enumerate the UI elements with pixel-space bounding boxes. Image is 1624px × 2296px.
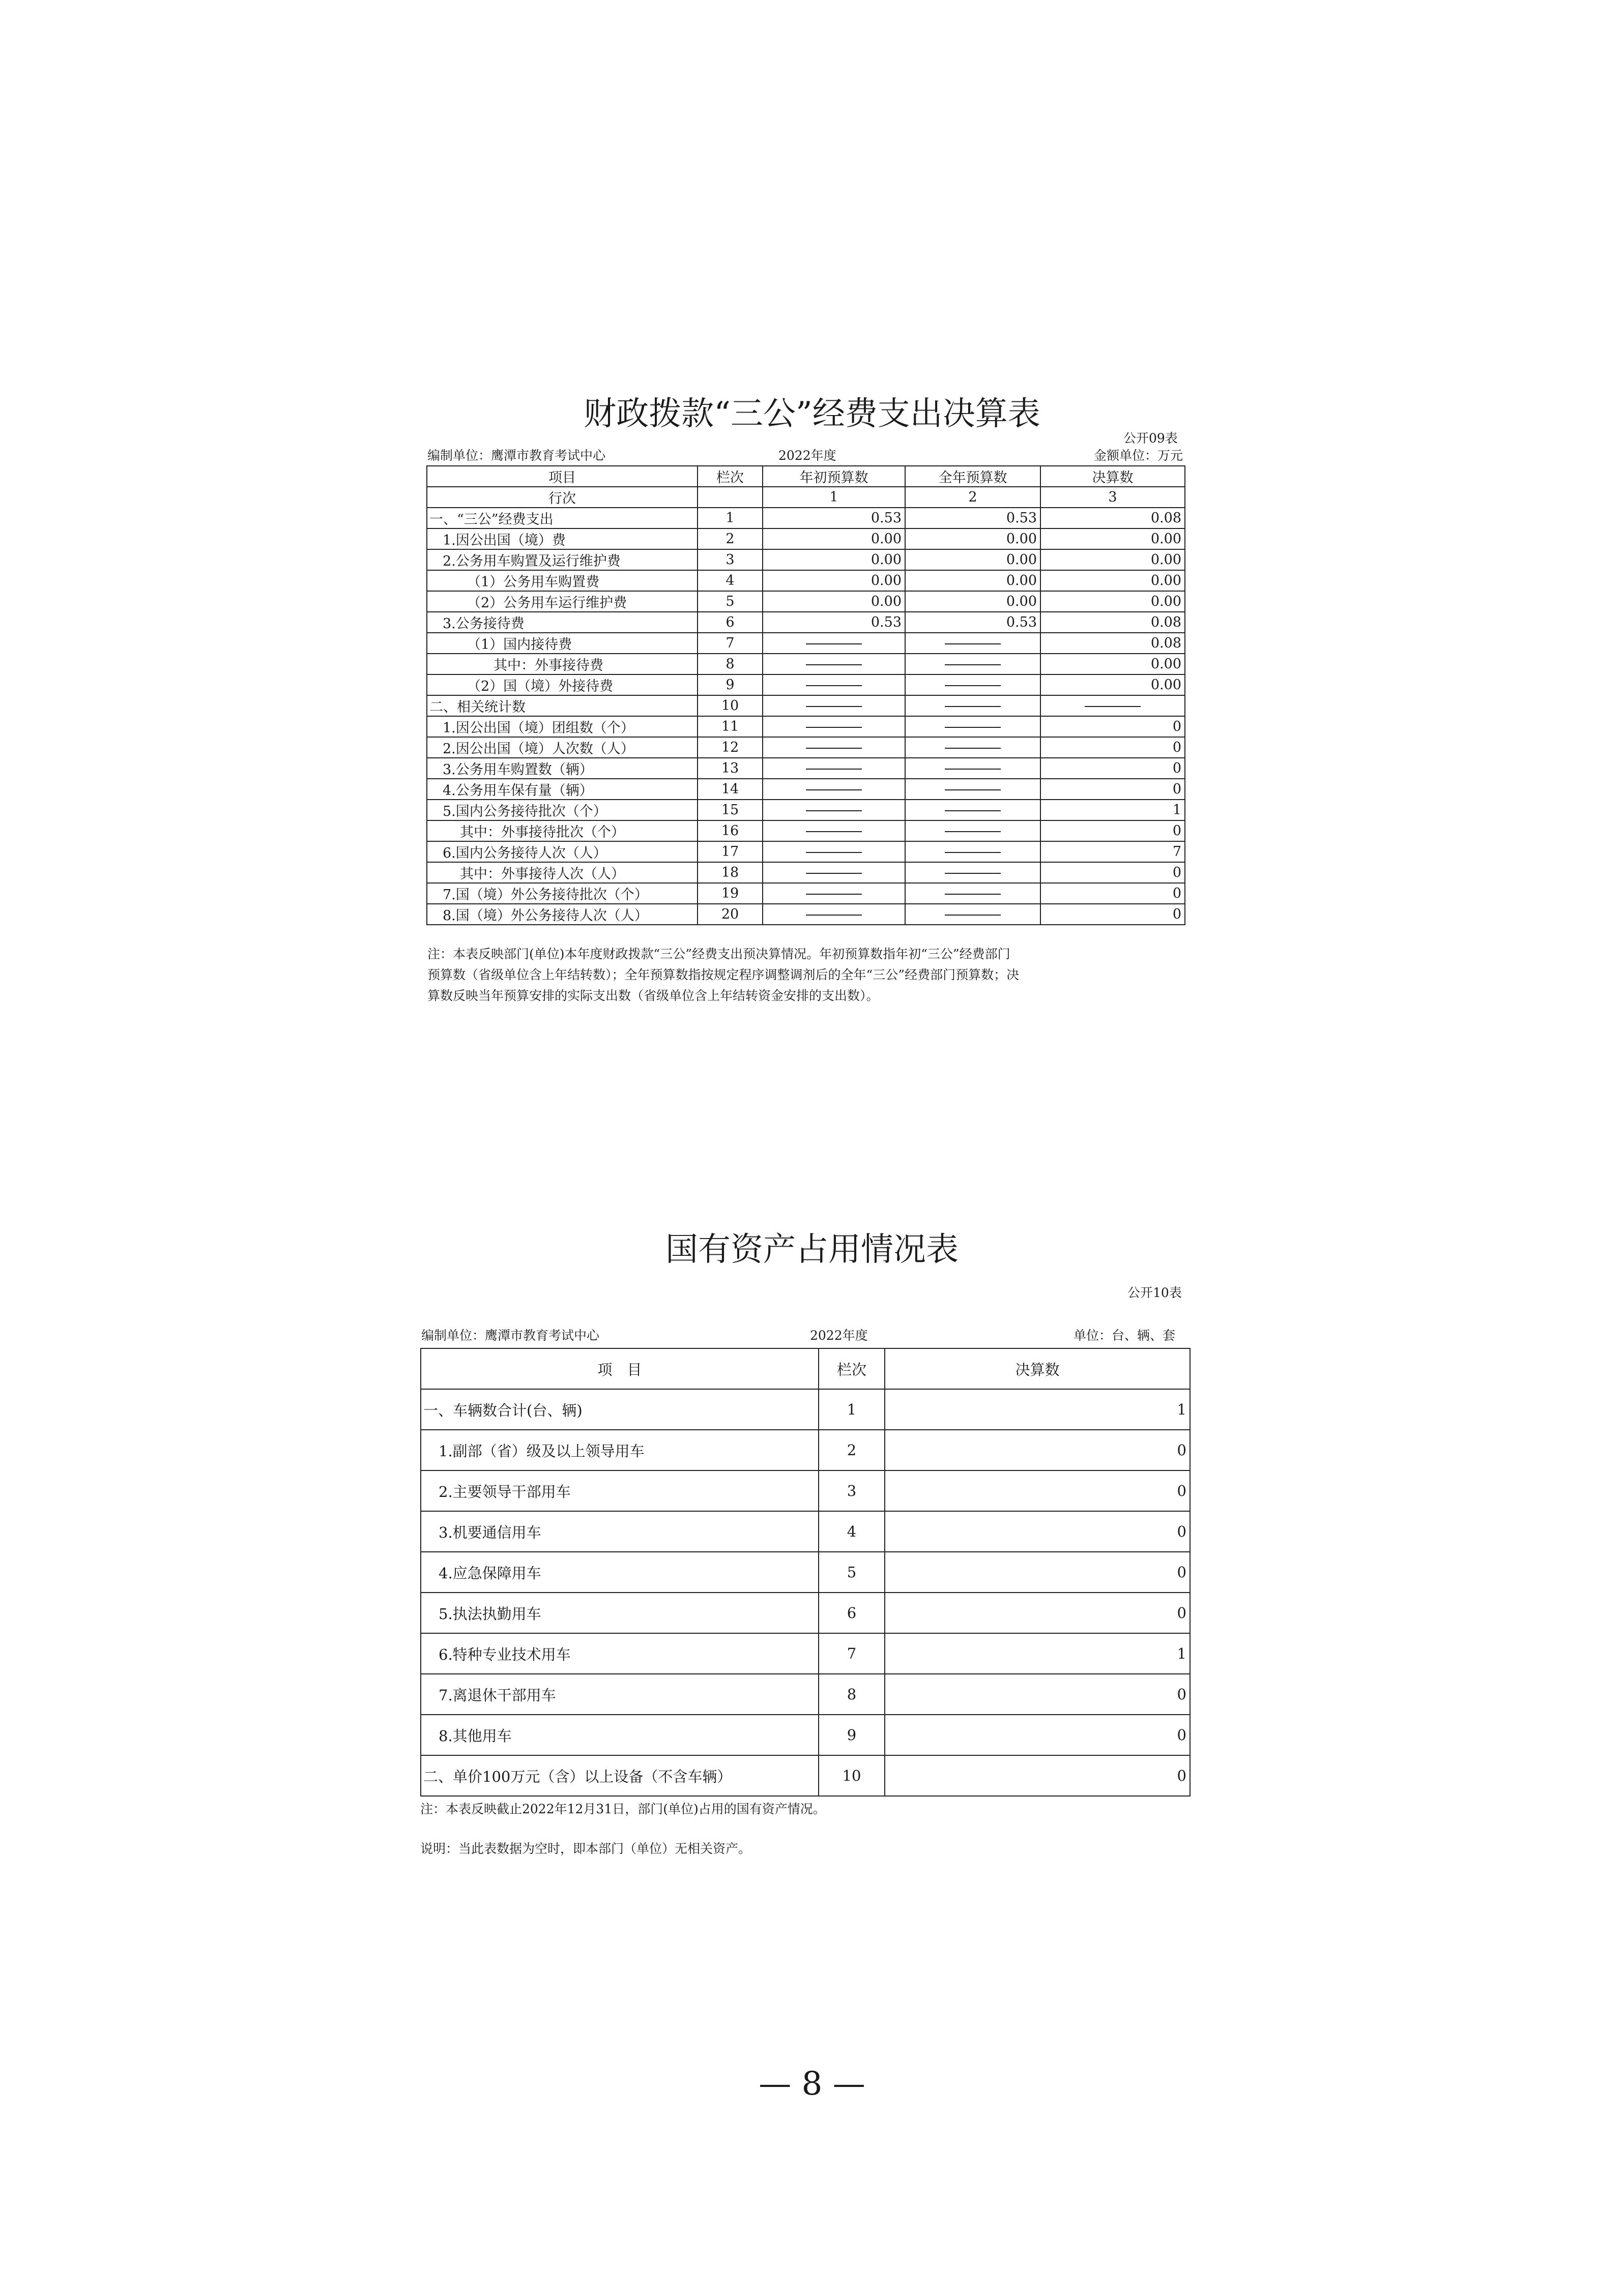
table1-row-full: 0.00 <box>905 528 1040 549</box>
table1-row-final: 0.08 <box>1040 633 1185 654</box>
table2-row-value: 0 <box>885 1552 1190 1593</box>
table1-header-row <box>427 466 1185 487</box>
table2-row-item: 二、单价100万元（含）以上设备（不含车辆） <box>421 1755 819 1796</box>
dash-line <box>945 852 1001 853</box>
table1-row <box>427 549 1185 570</box>
table1-row-budget-dash <box>763 820 905 841</box>
table1-row-item: 3.公务接待费 <box>427 612 698 633</box>
table2-row <box>421 1430 1190 1470</box>
table1-row-full: 0.00 <box>905 549 1040 570</box>
table2-unit-label: 编制单位：鹰潭市教育考试中心 <box>421 1328 600 1343</box>
dash-line <box>806 769 862 770</box>
table1-row-no: 7 <box>698 633 763 654</box>
table1-row-budget-dash <box>763 904 905 925</box>
table1-row-full-dash <box>905 779 1040 800</box>
table1-row-final: 0 <box>1040 862 1185 883</box>
dash-line <box>945 894 1001 895</box>
table2-row <box>421 1633 1190 1674</box>
table1-row-no: 8 <box>698 654 763 674</box>
dash-line <box>945 664 1001 665</box>
table1-amount-unit: 金额单位：万元 <box>1094 448 1183 463</box>
table1-row-full-dash <box>905 633 1040 654</box>
dash-line <box>806 685 862 686</box>
table2-row-value: 1 <box>885 1389 1190 1430</box>
table2-row <box>421 1389 1190 1430</box>
dash-line <box>806 789 862 790</box>
table1-row-final: 0 <box>1040 737 1185 758</box>
table1-row-no: 13 <box>698 758 763 779</box>
dash-line <box>806 915 862 916</box>
dash-line <box>806 748 862 749</box>
table1-row-budget-dash <box>763 779 905 800</box>
table1-row-no: 15 <box>698 800 763 820</box>
table2-header-item: 项 目 <box>421 1348 819 1389</box>
table1-note <box>427 944 1019 1006</box>
table2-note1: 注：本表反映截止2022年12月31日，部门(单位)占用的国有资产情况。 <box>420 1802 826 1816</box>
table1-code: 公开09表 <box>1123 431 1178 446</box>
table1-row-no: 3 <box>698 549 763 570</box>
table1-row-final: 0.08 <box>1040 508 1185 528</box>
table1-row-no: 9 <box>698 674 763 695</box>
table1-row-full-dash <box>905 695 1040 716</box>
table1-row-final: 0.00 <box>1040 570 1185 591</box>
table2-row-value: 0 <box>885 1755 1190 1796</box>
table1-row-full-dash <box>905 674 1040 695</box>
dash-line <box>945 748 1001 749</box>
dash-line <box>945 769 1001 770</box>
table2-row-value: 0 <box>885 1470 1190 1511</box>
table1-note-line: 注：本表反映部门(单位)本年度财政拨款“三公”经费支出预决算情况。年初预算数指年初“三公”经费部门 <box>427 947 1010 961</box>
table1-row-item: 其中：外事接待批次（个） <box>427 820 698 841</box>
table1-row-item: 一、“三公”经费支出 <box>427 508 698 528</box>
table2-row-value: 0 <box>885 1593 1190 1633</box>
table2-title: 国有资产占用情况表 <box>665 1231 959 1269</box>
table2-row-no: 1 <box>819 1389 885 1430</box>
table1-header-item: 项目 <box>427 466 698 487</box>
table2-row-value: 0 <box>885 1511 1190 1552</box>
table1-row-no: 18 <box>698 862 763 883</box>
table1-row-budget-dash <box>763 674 905 695</box>
table2-row-value: 0 <box>885 1430 1190 1470</box>
dash-line <box>945 831 1001 832</box>
table1-year: 2022年度 <box>778 448 836 463</box>
table1-row-budget: 0.00 <box>763 528 905 549</box>
table1-row-budget-dash <box>763 841 905 862</box>
table1-subheader-row <box>427 487 1185 508</box>
dash-line <box>945 789 1001 790</box>
table1-row-no: 1 <box>698 508 763 528</box>
table1-row-final-dash <box>1040 695 1185 716</box>
table1-row-no: 11 <box>698 716 763 737</box>
table2-row-item: 7.离退休干部用车 <box>421 1674 819 1715</box>
table2-year: 2022年度 <box>810 1328 868 1343</box>
table1-row-item: 1.因公出国（境）费 <box>427 528 698 549</box>
table1-row-item: 2.公务用车购置及运行维护费 <box>427 549 698 570</box>
table1-row-item: 其中：外事接待人次（人） <box>427 862 698 883</box>
table1-row-full: 0.53 <box>905 508 1040 528</box>
table1-row-budget: 0.00 <box>763 591 905 612</box>
table1-row-budget-dash <box>763 737 905 758</box>
table2-row-no: 10 <box>819 1755 885 1796</box>
dash-line <box>945 727 1001 728</box>
table2-header-row <box>421 1348 1190 1389</box>
table1-row-budget-dash <box>763 883 905 904</box>
table2-row <box>421 1511 1190 1552</box>
table1-row-full: 0.53 <box>905 612 1040 633</box>
table1-title: 财政拨款“三公”经费支出决算表 <box>584 395 1040 433</box>
table1-row-full-dash <box>905 904 1040 925</box>
table1-row-item: （1）公务用车购置费 <box>427 570 698 591</box>
table1-row <box>427 674 1185 695</box>
table1-row-full: 0.00 <box>905 591 1040 612</box>
table1-subheader-empty <box>698 487 763 508</box>
table1-row <box>427 508 1185 528</box>
table1-row-full-dash <box>905 820 1040 841</box>
table2-row-item: 2.主要领导干部用车 <box>421 1470 819 1511</box>
table1-row-budget: 0.53 <box>763 508 905 528</box>
table1-row-full-dash <box>905 654 1040 674</box>
dash-line <box>806 664 862 665</box>
table2-amount-unit: 单位：台、辆、套 <box>1074 1328 1176 1343</box>
table1-row <box>427 800 1185 820</box>
table1-row-final: 0 <box>1040 779 1185 800</box>
dash-line <box>945 643 1001 644</box>
dash-line <box>945 685 1001 686</box>
table1-row <box>427 570 1185 591</box>
table1-row-budget: 0.00 <box>763 549 905 570</box>
table1-header-final: 决算数 <box>1040 466 1185 487</box>
table2-row-item: 4.应急保障用车 <box>421 1552 819 1593</box>
table1-row <box>427 904 1185 925</box>
table1-row-no: 5 <box>698 591 763 612</box>
table1-row-final: 0.00 <box>1040 549 1185 570</box>
table1-row-full-dash <box>905 716 1040 737</box>
table1-row-budget-dash <box>763 758 905 779</box>
table2-row <box>421 1715 1190 1755</box>
table1-row-item: 6.国内公务接待人次（人） <box>427 841 698 862</box>
table1-row <box>427 820 1185 841</box>
table2-row-no: 2 <box>819 1430 885 1470</box>
table1-row-no: 12 <box>698 737 763 758</box>
table1-row-full-dash <box>905 800 1040 820</box>
table2-row <box>421 1593 1190 1633</box>
table1-row-no: 17 <box>698 841 763 862</box>
table1-row-item: 5.国内公务接待批次（个） <box>427 800 698 820</box>
table2-row-item: 3.机要通信用车 <box>421 1511 819 1552</box>
table2-note2: 说明：当此表数据为空时，即本部门（单位）无相关资产。 <box>420 1841 751 1856</box>
table2-row-value: 1 <box>885 1633 1190 1674</box>
table1-row <box>427 737 1185 758</box>
table1-row-no: 2 <box>698 528 763 549</box>
table2-row <box>421 1755 1190 1796</box>
table1-row-final: 0.08 <box>1040 612 1185 633</box>
table2-row-item: 1.副部（省）级及以上领导用车 <box>421 1430 819 1470</box>
table1 <box>426 465 1185 925</box>
table1-row-full-dash <box>905 883 1040 904</box>
table1-row-budget-dash <box>763 633 905 654</box>
table2-row-no: 4 <box>819 1511 885 1552</box>
table1-row-budget-dash <box>763 654 905 674</box>
table1-row-item: （2）公务用车运行维护费 <box>427 591 698 612</box>
table1-row-item: 二、相关统计数 <box>427 695 698 716</box>
table1-note-line: 算数反映当年预算安排的实际支出数（省级单位含上年结转资金安排的支出数）。 <box>427 988 879 1003</box>
table1-row-item: 3.公务用车购置数（辆） <box>427 758 698 779</box>
table2-row-no: 7 <box>819 1633 885 1674</box>
dash-line <box>806 873 862 874</box>
table2-header-value: 决算数 <box>885 1348 1190 1389</box>
dash-line <box>1085 706 1141 707</box>
table2-row-item: 5.执法执勤用车 <box>421 1593 819 1633</box>
table1-row-final: 0.00 <box>1040 674 1185 695</box>
table1-row-final: 0 <box>1040 904 1185 925</box>
table1-row <box>427 612 1185 633</box>
table1-subheader-c1: 1 <box>763 487 905 508</box>
dash-line <box>806 852 862 853</box>
table1-row-item: 8.国（境）外公务接待人次（人） <box>427 904 698 925</box>
table1-row <box>427 883 1185 904</box>
table1-row-final: 0 <box>1040 883 1185 904</box>
table2-row <box>421 1552 1190 1593</box>
table1-row <box>427 528 1185 549</box>
table1-row-item: 1.因公出国（境）团组数（个） <box>427 716 698 737</box>
table2-row <box>421 1674 1190 1715</box>
table1-row-no: 14 <box>698 779 763 800</box>
table1-subheader-c2: 2 <box>905 487 1040 508</box>
dash-line <box>806 810 862 811</box>
dash-line <box>945 810 1001 811</box>
table2-row-item: 一、车辆数合计(台、辆) <box>421 1389 819 1430</box>
table1-row-no: 16 <box>698 820 763 841</box>
dash-line <box>806 706 862 707</box>
table1-row-budget-dash <box>763 800 905 820</box>
table1-row-final: 0 <box>1040 820 1185 841</box>
table1-row-final: 0.00 <box>1040 591 1185 612</box>
table2-header-no: 栏次 <box>819 1348 885 1389</box>
page-number: — 8 — <box>759 2065 865 2103</box>
dash-line <box>806 831 862 832</box>
table1-row <box>427 654 1185 674</box>
table1-row-final: 1 <box>1040 800 1185 820</box>
table2-row-no: 9 <box>819 1715 885 1755</box>
table1-subheader-label: 行次 <box>427 487 698 508</box>
table1-row <box>427 862 1185 883</box>
table1-row-no: 4 <box>698 570 763 591</box>
table2-row-no: 3 <box>819 1470 885 1511</box>
table1-row-budget-dash <box>763 862 905 883</box>
table1-row-budget: 0.00 <box>763 570 905 591</box>
dash-line <box>806 643 862 644</box>
table1-row-item: （2）国（境）外接待费 <box>427 674 698 695</box>
table1-row-budget-dash <box>763 716 905 737</box>
table2-row-item: 6.特种专业技术用车 <box>421 1633 819 1674</box>
table1-row-full-dash <box>905 737 1040 758</box>
table1-header-no: 栏次 <box>698 466 763 487</box>
table1-row-final: 0 <box>1040 716 1185 737</box>
table1-row-no: 6 <box>698 612 763 633</box>
table1-row-final: 0.00 <box>1040 528 1185 549</box>
table1-row <box>427 779 1185 800</box>
table1-row <box>427 633 1185 654</box>
table2-code: 公开10表 <box>1127 1285 1182 1300</box>
table1-row-full-dash <box>905 862 1040 883</box>
table2-row-no: 6 <box>819 1593 885 1633</box>
dash-line <box>945 915 1001 916</box>
table1-row-item: 2.因公出国（境）人次数（人） <box>427 737 698 758</box>
table1-subheader-c3: 3 <box>1040 487 1185 508</box>
table1-row-final: 0 <box>1040 758 1185 779</box>
table1-row-budget-dash <box>763 695 905 716</box>
dash-line <box>806 894 862 895</box>
table2-row-no: 8 <box>819 1674 885 1715</box>
table1-row <box>427 716 1185 737</box>
table2-row-value: 0 <box>885 1715 1190 1755</box>
table2-row <box>421 1470 1190 1511</box>
table1-row-final: 0.00 <box>1040 654 1185 674</box>
table2 <box>420 1348 1191 1797</box>
table1-row <box>427 758 1185 779</box>
table1-row-item: （1）国内接待费 <box>427 633 698 654</box>
dash-line <box>945 706 1001 707</box>
table1-row-item: 7.国（境）外公务接待批次（个） <box>427 883 698 904</box>
table1-row-full-dash <box>905 758 1040 779</box>
table1-unit-label: 编制单位：鹰潭市教育考试中心 <box>427 448 606 463</box>
table1-row-final: 7 <box>1040 841 1185 862</box>
dash-line <box>806 727 862 728</box>
table1-row-item: 其中：外事接待费 <box>427 654 698 674</box>
table2-row-value: 0 <box>885 1674 1190 1715</box>
table1-row-full-dash <box>905 841 1040 862</box>
table2-row-no: 5 <box>819 1552 885 1593</box>
table1-row-no: 19 <box>698 883 763 904</box>
table1-row <box>427 695 1185 716</box>
table1-row-no: 10 <box>698 695 763 716</box>
table1-row <box>427 591 1185 612</box>
dash-line <box>945 873 1001 874</box>
table1-row-full: 0.00 <box>905 570 1040 591</box>
table1-row-budget: 0.53 <box>763 612 905 633</box>
table1-row-item: 4.公务用车保有量（辆） <box>427 779 698 800</box>
table1-header-full: 全年预算数 <box>905 466 1040 487</box>
table2-row-item: 8.其他用车 <box>421 1715 819 1755</box>
table1-header-budget: 年初预算数 <box>763 466 905 487</box>
table1-row-no: 20 <box>698 904 763 925</box>
table1-row <box>427 841 1185 862</box>
table1-note-line: 预算数（省级单位含上年结转数）；全年预算数指按规定程序调整调剂后的全年“三公”经费部门预算数；决 <box>427 967 1020 982</box>
